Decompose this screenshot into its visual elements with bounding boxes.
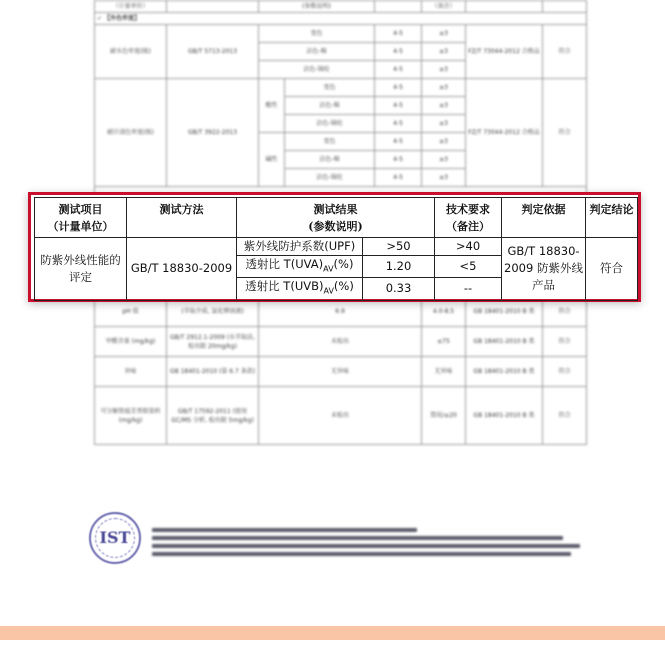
bg-group1-row: 沾色-棉 4-5 ≥3 bbox=[95, 43, 587, 61]
uv-protection-table bbox=[34, 197, 638, 301]
bottom-band bbox=[0, 626, 665, 640]
param-cell: 透射比 $T(UVA)_{AV}(\%)$ bbox=[237, 256, 363, 278]
bg-bottom-row: 可分解致癌芳香胺染料(mg/kg) GB/T 17592-2011 (使用 GC/MS 分析, 检出限 5mg/kg) 未检出 禁用/≤20 GB 18401-2010 B 类 符合 bbox=[95, 387, 587, 445]
header-conclusion: 判定结论 bbox=[586, 198, 638, 238]
bg-group2-row: 沾色-棉 4-5 ≥3 bbox=[95, 151, 587, 169]
basis-cell: GB/T 18830-2009 防紫外线产品 bbox=[502, 238, 586, 301]
header-result: 测试结果 (参数说明) bbox=[237, 198, 435, 238]
footer-line bbox=[152, 552, 571, 556]
param-cell: 紫外线防护系数(UPF) bbox=[237, 238, 363, 256]
requirement-cell: >40 bbox=[435, 238, 502, 256]
ist-logo bbox=[89, 512, 141, 564]
header-basis: 判定依据 bbox=[502, 198, 586, 238]
requirement-cell: <5 bbox=[435, 256, 502, 278]
result-cell: 0.33 bbox=[363, 278, 435, 300]
table-header-row bbox=[35, 198, 638, 238]
footer-text-block bbox=[152, 528, 580, 560]
bg-group2-row: 沾色-锦纶 4-5 ≥3 bbox=[95, 115, 587, 133]
result-cell: 1.20 bbox=[363, 256, 435, 278]
footer-line bbox=[152, 528, 417, 532]
header-method: 测试方法 bbox=[127, 198, 237, 238]
bg-group1-row: 耐水色牢度(级) GB/T 5713-2013 变色 4-5 ≥3 FZ/T 73044-2012 合格品 符合 bbox=[95, 25, 587, 43]
bg-group2-row: 沾色-锦纶 4-5 ≥3 bbox=[95, 169, 587, 187]
param-cell: 透射比 $T(UVB)_{AV}(\%)$ bbox=[237, 278, 363, 300]
requirement-cell: -- bbox=[435, 278, 502, 300]
footer-line bbox=[152, 536, 563, 540]
bg-group2-row: 沾色-棉 4-5 ≥3 bbox=[95, 97, 587, 115]
logo-text: IST bbox=[99, 528, 131, 547]
bg-bottom-row: pH 值 (萃取介质, 氯化钾溶液) 6.9 4.0-8.5 GB 18401-2010 B 类 符合 bbox=[95, 297, 587, 327]
bg-group2-row: 耐汗渍色牢度(级) GB/T 3922-2013 酸性 变色 4-5 ≥3 FZ/T 73044-2012 合格品 符合 bbox=[95, 79, 587, 97]
highlight-panel bbox=[28, 192, 641, 302]
conclusion-cell: 符合 bbox=[586, 238, 638, 301]
header-item: 测试项目 （计量单位） bbox=[35, 198, 127, 238]
bg-bottom-row: 异味 GB 18401-2010 (第 6.7 条款) 无异味 无异味 GB 18401-2010 B 类 符合 bbox=[95, 357, 587, 387]
header-requirement: 技术要求 （备注） bbox=[435, 198, 502, 238]
bg-section-row: ✓ 【外色牢度】 bbox=[95, 13, 587, 25]
bg-header-row: （计量单位） (参数说明) （备注） bbox=[95, 1, 587, 13]
bg-group1-row: 沾色-锦纶 4-5 ≥3 bbox=[95, 61, 587, 79]
method-cell: GB/T 18830-2009 bbox=[127, 238, 237, 301]
footer-line bbox=[152, 544, 580, 548]
result-cell: >50 bbox=[363, 238, 435, 256]
bg-group2-row: 碱性 变色 4-5 ≥3 bbox=[95, 133, 587, 151]
bg-bottom-row: 甲醛含量 (mg/kg) GB/T 2912.1-2009 (水萃取法, 检出限 20mg/kg) 未检出 ≤75 GB 18401-2010 B 类 符合 bbox=[95, 327, 587, 357]
item-name-cell: 防紫外线性能的评定 bbox=[35, 238, 127, 301]
table-row bbox=[35, 238, 638, 256]
